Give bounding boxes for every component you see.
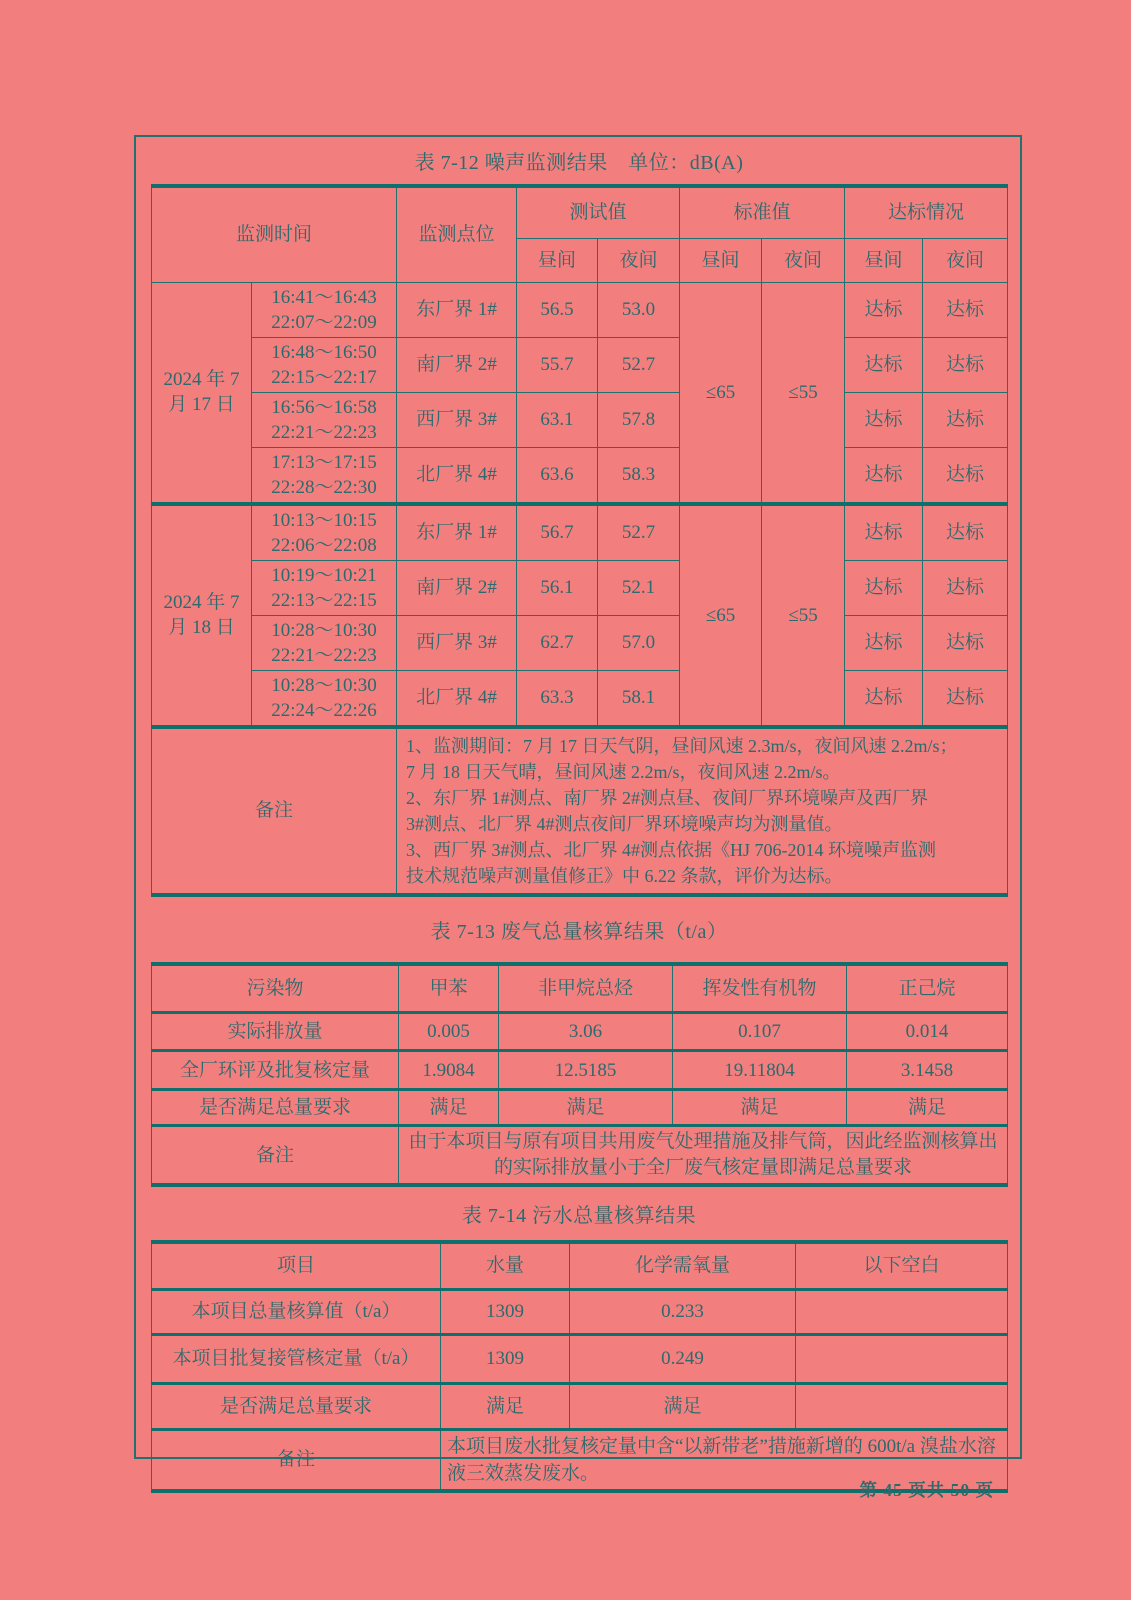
date-line-2: 月 18 日 bbox=[168, 617, 235, 638]
col-header-standard: 标准值 bbox=[680, 186, 845, 238]
table-row bbox=[152, 447, 1008, 504]
att-day-cell: 达标 bbox=[845, 392, 923, 447]
col-header-nmhc: 非甲烷总烃 bbox=[499, 964, 673, 1013]
remark-line: 7 月 18 日天气晴，昼间风速 2.2m/s，夜间风速 2.2m/s。 bbox=[406, 761, 841, 782]
value-cell bbox=[796, 1334, 1008, 1383]
time-day: 10:19～10:21 bbox=[271, 564, 377, 586]
att-night-cell: 达标 bbox=[923, 504, 1008, 561]
water-table bbox=[151, 1240, 1008, 1493]
test-day-cell: 56.5 bbox=[517, 282, 598, 337]
water-table-title: 表 7-14 污水总量核算结果 bbox=[461, 1205, 697, 1227]
value-cell: 满足 bbox=[499, 1090, 673, 1126]
time-night: 22:07～22:09 bbox=[271, 311, 377, 333]
att-day-cell: 达标 bbox=[845, 670, 923, 727]
value-cell: 满足 bbox=[673, 1090, 847, 1126]
value-cell bbox=[796, 1289, 1008, 1334]
subheader-att-night: 夜间 bbox=[923, 238, 1008, 282]
test-night-cell: 53.0 bbox=[598, 282, 680, 337]
test-day-cell: 55.7 bbox=[517, 337, 598, 392]
att-night-cell: 达标 bbox=[923, 560, 1008, 615]
col-header-cod: 化学需氧量 bbox=[570, 1242, 796, 1289]
table-row bbox=[152, 504, 1008, 561]
col-header-point: 监测点位 bbox=[397, 186, 517, 282]
content-frame bbox=[134, 135, 1022, 1484]
value-cell: 0.005 bbox=[399, 1013, 499, 1051]
point-cell: 西厂界 3# bbox=[397, 615, 517, 670]
noise-table bbox=[151, 184, 1008, 897]
remark-line: 1、监测期间：7 月 17 日天气阴，昼间风速 2.3m/s，夜间风速 2.2m/s； bbox=[406, 735, 958, 756]
table-row bbox=[152, 1090, 1008, 1126]
table-row bbox=[152, 282, 1008, 337]
remark-label: 备注 bbox=[152, 727, 397, 895]
table-row bbox=[152, 1334, 1008, 1383]
att-night-cell: 达标 bbox=[923, 282, 1008, 337]
table-row bbox=[152, 560, 1008, 615]
row-label: 是否满足总量要求 bbox=[152, 1383, 441, 1429]
time-day: 16:41～16:43 bbox=[271, 286, 377, 308]
row-label: 实际排放量 bbox=[152, 1013, 399, 1051]
att-day-cell: 达标 bbox=[845, 504, 923, 561]
table-row bbox=[152, 337, 1008, 392]
date-cell bbox=[152, 282, 252, 504]
date-line-1: 2024 年 7 bbox=[163, 592, 240, 613]
value-cell: 满足 bbox=[441, 1383, 570, 1429]
remark-content: 本项目废水批复核定量中含“以新带老”措施新增的 600t/a 溴盐水溶液三效蒸发废水。 bbox=[441, 1429, 1008, 1491]
time-cell bbox=[252, 282, 397, 337]
col-header-voc: 挥发性有机物 bbox=[673, 964, 847, 1013]
remark-line: 3#测点、北厂界 4#测点夜间厂界环境噪声均为测量值。 bbox=[406, 813, 843, 834]
col-header-time: 监测时间 bbox=[152, 186, 397, 282]
col-header-toluene: 甲苯 bbox=[399, 964, 499, 1013]
table-row bbox=[152, 1051, 1008, 1090]
att-night-cell: 达标 bbox=[923, 337, 1008, 392]
value-cell: 满足 bbox=[399, 1090, 499, 1126]
value-cell: 3.1458 bbox=[847, 1051, 1008, 1090]
time-day: 10:28～10:30 bbox=[271, 619, 377, 641]
std-night-cell: ≤55 bbox=[762, 282, 845, 504]
subheader-att-day: 昼间 bbox=[845, 238, 923, 282]
table-row bbox=[152, 1013, 1008, 1051]
att-day-cell: 达标 bbox=[845, 447, 923, 504]
date-line-2: 月 17 日 bbox=[168, 394, 235, 415]
value-cell: 0.233 bbox=[570, 1289, 796, 1334]
value-cell: 满足 bbox=[570, 1383, 796, 1429]
test-night-cell: 58.3 bbox=[598, 447, 680, 504]
att-night-cell: 达标 bbox=[923, 392, 1008, 447]
value-cell: 0.014 bbox=[847, 1013, 1008, 1051]
test-day-cell: 62.7 bbox=[517, 615, 598, 670]
test-day-cell: 56.1 bbox=[517, 560, 598, 615]
row-label: 本项目批复接管核定量（t/a） bbox=[152, 1334, 441, 1383]
time-cell bbox=[252, 392, 397, 447]
table-row bbox=[152, 392, 1008, 447]
test-day-cell: 63.3 bbox=[517, 670, 598, 727]
att-day-cell: 达标 bbox=[845, 560, 923, 615]
value-cell: 12.5185 bbox=[499, 1051, 673, 1090]
test-night-cell: 57.0 bbox=[598, 615, 680, 670]
time-night: 22:15～22:17 bbox=[271, 366, 377, 388]
time-cell bbox=[252, 560, 397, 615]
col-header-test: 测试值 bbox=[517, 186, 680, 238]
page-number: 第 45 页共 50 页 bbox=[859, 1480, 994, 1500]
value-cell: 1309 bbox=[441, 1334, 570, 1383]
point-cell: 东厂界 1# bbox=[397, 282, 517, 337]
time-night: 22:24～22:26 bbox=[271, 699, 377, 721]
col-header-hexane: 正己烷 bbox=[847, 964, 1008, 1013]
value-cell: 3.06 bbox=[499, 1013, 673, 1051]
date-line-1: 2024 年 7 bbox=[163, 369, 240, 390]
table-row bbox=[152, 1383, 1008, 1429]
time-night: 22:13～22:15 bbox=[271, 589, 377, 611]
gas-remark-row bbox=[152, 1126, 1008, 1186]
value-cell: 19.11804 bbox=[673, 1051, 847, 1090]
std-day-cell: ≤65 bbox=[680, 504, 762, 727]
value-cell: 满足 bbox=[847, 1090, 1008, 1126]
time-day: 16:56～16:58 bbox=[271, 396, 377, 418]
remark-line: 2、东厂界 1#测点、南厂界 2#测点昼、夜间厂界环境噪声及西厂界 bbox=[406, 787, 929, 808]
time-night: 22:28～22:30 bbox=[271, 476, 377, 498]
std-day-cell: ≤65 bbox=[680, 282, 762, 504]
remark-line: 技术规范噪声测量值修正》中 6.22 条款，评价为达标。 bbox=[406, 865, 843, 886]
test-night-cell: 52.1 bbox=[598, 560, 680, 615]
point-cell: 西厂界 3# bbox=[397, 392, 517, 447]
date-cell bbox=[152, 504, 252, 727]
table-row bbox=[152, 1289, 1008, 1334]
test-night-cell: 58.1 bbox=[598, 670, 680, 727]
time-cell bbox=[252, 447, 397, 504]
noise-remark-row bbox=[152, 727, 1008, 895]
table-row bbox=[152, 615, 1008, 670]
row-label: 全厂环评及批复核定量 bbox=[152, 1051, 399, 1090]
time-night: 22:21～22:23 bbox=[271, 644, 377, 666]
value-cell: 0.249 bbox=[570, 1334, 796, 1383]
row-label: 本项目总量核算值（t/a） bbox=[152, 1289, 441, 1334]
value-cell: 0.107 bbox=[673, 1013, 847, 1051]
time-day: 17:13～17:15 bbox=[271, 451, 377, 473]
noise-header-row-1 bbox=[152, 186, 1008, 238]
att-night-cell: 达标 bbox=[923, 670, 1008, 727]
time-cell bbox=[252, 337, 397, 392]
time-night: 22:21～22:23 bbox=[271, 421, 377, 443]
remark-content bbox=[397, 727, 1008, 895]
subheader-std-night: 夜间 bbox=[762, 238, 845, 282]
att-night-cell: 达标 bbox=[923, 447, 1008, 504]
point-cell: 南厂界 2# bbox=[397, 337, 517, 392]
value-cell: 1.9084 bbox=[399, 1051, 499, 1090]
remark-label: 备注 bbox=[152, 1429, 441, 1491]
time-night: 22:06～22:08 bbox=[271, 534, 377, 556]
att-day-cell: 达标 bbox=[845, 337, 923, 392]
time-day: 16:48～16:50 bbox=[271, 341, 377, 363]
time-day: 10:28～10:30 bbox=[271, 674, 377, 696]
subheader-test-night: 夜间 bbox=[598, 238, 680, 282]
col-header-pollutant: 污染物 bbox=[152, 964, 399, 1013]
value-cell bbox=[796, 1383, 1008, 1429]
subheader-std-day: 昼间 bbox=[680, 238, 762, 282]
table-row bbox=[152, 670, 1008, 727]
noise-table-title: 表 7-12 噪声监测结果 单位：dB(A) bbox=[414, 152, 744, 174]
remark-line: 3、西厂界 3#测点、北厂界 4#测点依据《HJ 706-2014 环境噪声监测 bbox=[406, 839, 937, 860]
point-cell: 东厂界 1# bbox=[397, 504, 517, 561]
gas-header-row bbox=[152, 964, 1008, 1013]
att-day-cell: 达标 bbox=[845, 615, 923, 670]
subheader-test-day: 昼间 bbox=[517, 238, 598, 282]
value-cell: 1309 bbox=[441, 1289, 570, 1334]
point-cell: 南厂界 2# bbox=[397, 560, 517, 615]
test-day-cell: 63.1 bbox=[517, 392, 598, 447]
remark-content: 由于本项目与原有项目共用废气处理措施及排气筒，因此经监测核算出的实际排放量小于全厂废气核定量即满足总量要求 bbox=[399, 1126, 1008, 1186]
time-cell bbox=[252, 504, 397, 561]
time-day: 10:13～10:15 bbox=[271, 509, 377, 531]
row-label: 是否满足总量要求 bbox=[152, 1090, 399, 1126]
point-cell: 北厂界 4# bbox=[397, 447, 517, 504]
point-cell: 北厂界 4# bbox=[397, 670, 517, 727]
std-night-cell: ≤55 bbox=[762, 504, 845, 727]
att-night-cell: 达标 bbox=[923, 615, 1008, 670]
test-night-cell: 57.8 bbox=[598, 392, 680, 447]
time-cell bbox=[252, 615, 397, 670]
col-header-blank: 以下空白 bbox=[796, 1242, 1008, 1289]
remark-label: 备注 bbox=[152, 1126, 399, 1186]
water-header-row bbox=[152, 1242, 1008, 1289]
test-day-cell: 56.7 bbox=[517, 504, 598, 561]
gas-table-title: 表 7-13 废气总量核算结果（t/a） bbox=[430, 920, 728, 943]
att-day-cell: 达标 bbox=[845, 282, 923, 337]
gas-table bbox=[151, 962, 1008, 1188]
time-cell bbox=[252, 670, 397, 727]
col-header-item: 项目 bbox=[152, 1242, 441, 1289]
test-night-cell: 52.7 bbox=[598, 337, 680, 392]
test-night-cell: 52.7 bbox=[598, 504, 680, 561]
col-header-attainment: 达标情况 bbox=[845, 186, 1008, 238]
test-day-cell: 63.6 bbox=[517, 447, 598, 504]
col-header-water-amount: 水量 bbox=[441, 1242, 570, 1289]
